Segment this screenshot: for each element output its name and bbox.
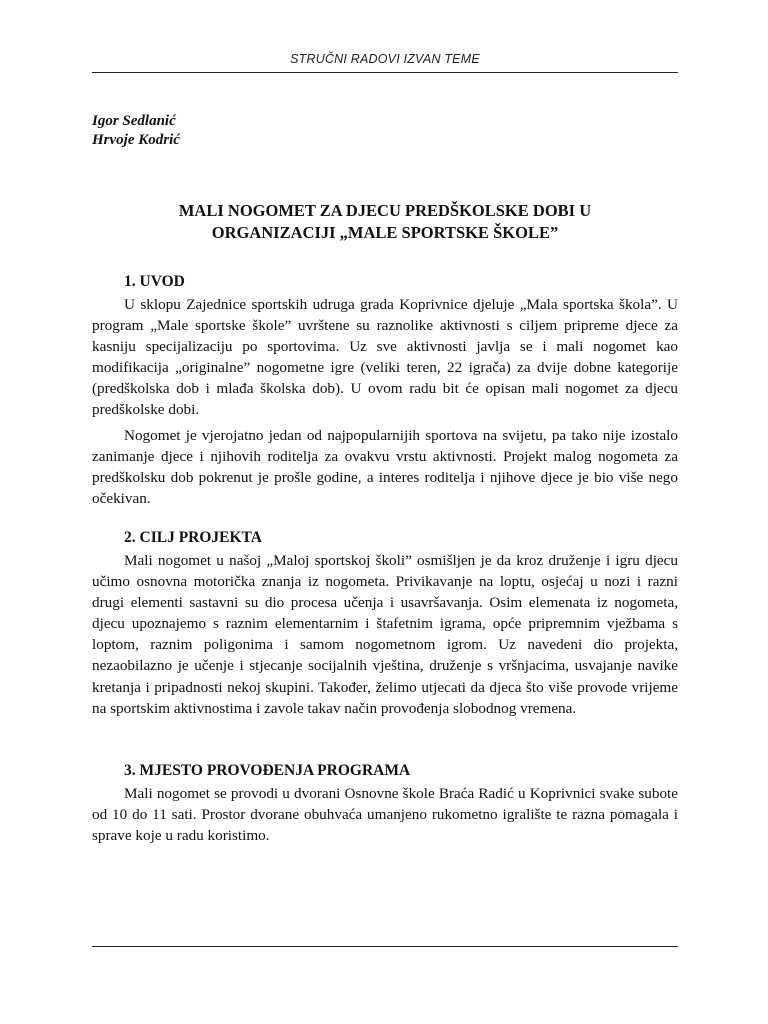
paragraph: Nogomet je vjerojatno jedan od najpopularnijih sportova na svijetu, pa tako nije izostalo zanimanje djece i njihovih roditelja za ovakvu vrstu aktivnosti. Projekt malog nogometa za predškolsku dob pokrenut je prošle godine, a interes roditelja i njihove djece je bio više nego očekivan.: [92, 426, 678, 507]
title-line: ORGANIZACIJI „MALE SPORTSKE ŠKOLE”: [211, 223, 559, 242]
section-heading: 2. CILJ PROJEKTA: [124, 529, 262, 546]
paragraph: Mali nogomet se provodi u dvorani Osnovne škole Braća Radić u Koprivnici svake subote od 10 do 11 sati. Prostor dvorane obuhvaća umanjeno rukometno igralište te razna pomagala i sprave koje u radu koristimo.: [92, 785, 678, 845]
section-heading: 1. UVOD: [124, 273, 185, 290]
author-name: Hrvoje Kodrić: [92, 132, 180, 148]
title-line: MALI NOGOMET ZA DJECU PREDŠKOLSKE DOBI U: [178, 201, 592, 220]
article-title: [92, 200, 678, 244]
author-list: [92, 112, 180, 150]
footer-rule: [92, 946, 678, 947]
paragraph: Mali nogomet u našoj „Maloj sportskoj školi” osmišljen je da kroz druženje i igru djecu učimo osnovna motorička znanja iz nogometa. Privikavanje na loptu, osjećaj u nozi i razni drugi elementi sastavni su dio procesa učenja i usavršavanja. Osim elemenata iz nogometa, djecu upoznajemo s raznim elementarnim i štafetnim igrama, opće pripremnim vježbama s loptom, raznim poligonima i samom nogometnom igrom. Uz navedeni dio projekta, nezaobilazno je učenje i stjecanje socijalnih vještina, druženje s vršnjacima, usvajanje navike kretanja i pripadnosti nekoj skupini. Također, želimo utjecati da djeca što više provode vrijeme na sportskim aktivnostima i zavole takav način provođenja slobodnog vremena.: [92, 552, 678, 717]
section-heading: 3. MJESTO PROVOĐENJA PROGRAMA: [124, 762, 411, 779]
section-uvod: [92, 272, 678, 513]
running-header: STRUČNI RADOVI IZVAN TEME: [290, 52, 480, 66]
header-rule: [92, 72, 678, 73]
section-cilj-projekta: [92, 528, 678, 723]
section-mjesto-provodenja: [92, 761, 678, 850]
author-name: Igor Sedlanić: [92, 113, 176, 129]
paragraph: U sklopu Zajednice sportskih udruga grada Koprivnice djeluje „Mala sportska škola”. U program „Male sportske škole” uvrštene su raznolike aktivnosti s ciljem pripreme djece za kasniju specijalizaciju po sportovima. Uz sve aktivnosti javlja se i mali nogomet kao modifikacija „originalne” nogometne igre (veliki teren, 22 igrača) za dvije dobne kategorije (predškolska dob i mlađa školska dob). U ovom radu bit će opisan mali nogomet za djecu predškolske dobi.: [92, 296, 678, 419]
